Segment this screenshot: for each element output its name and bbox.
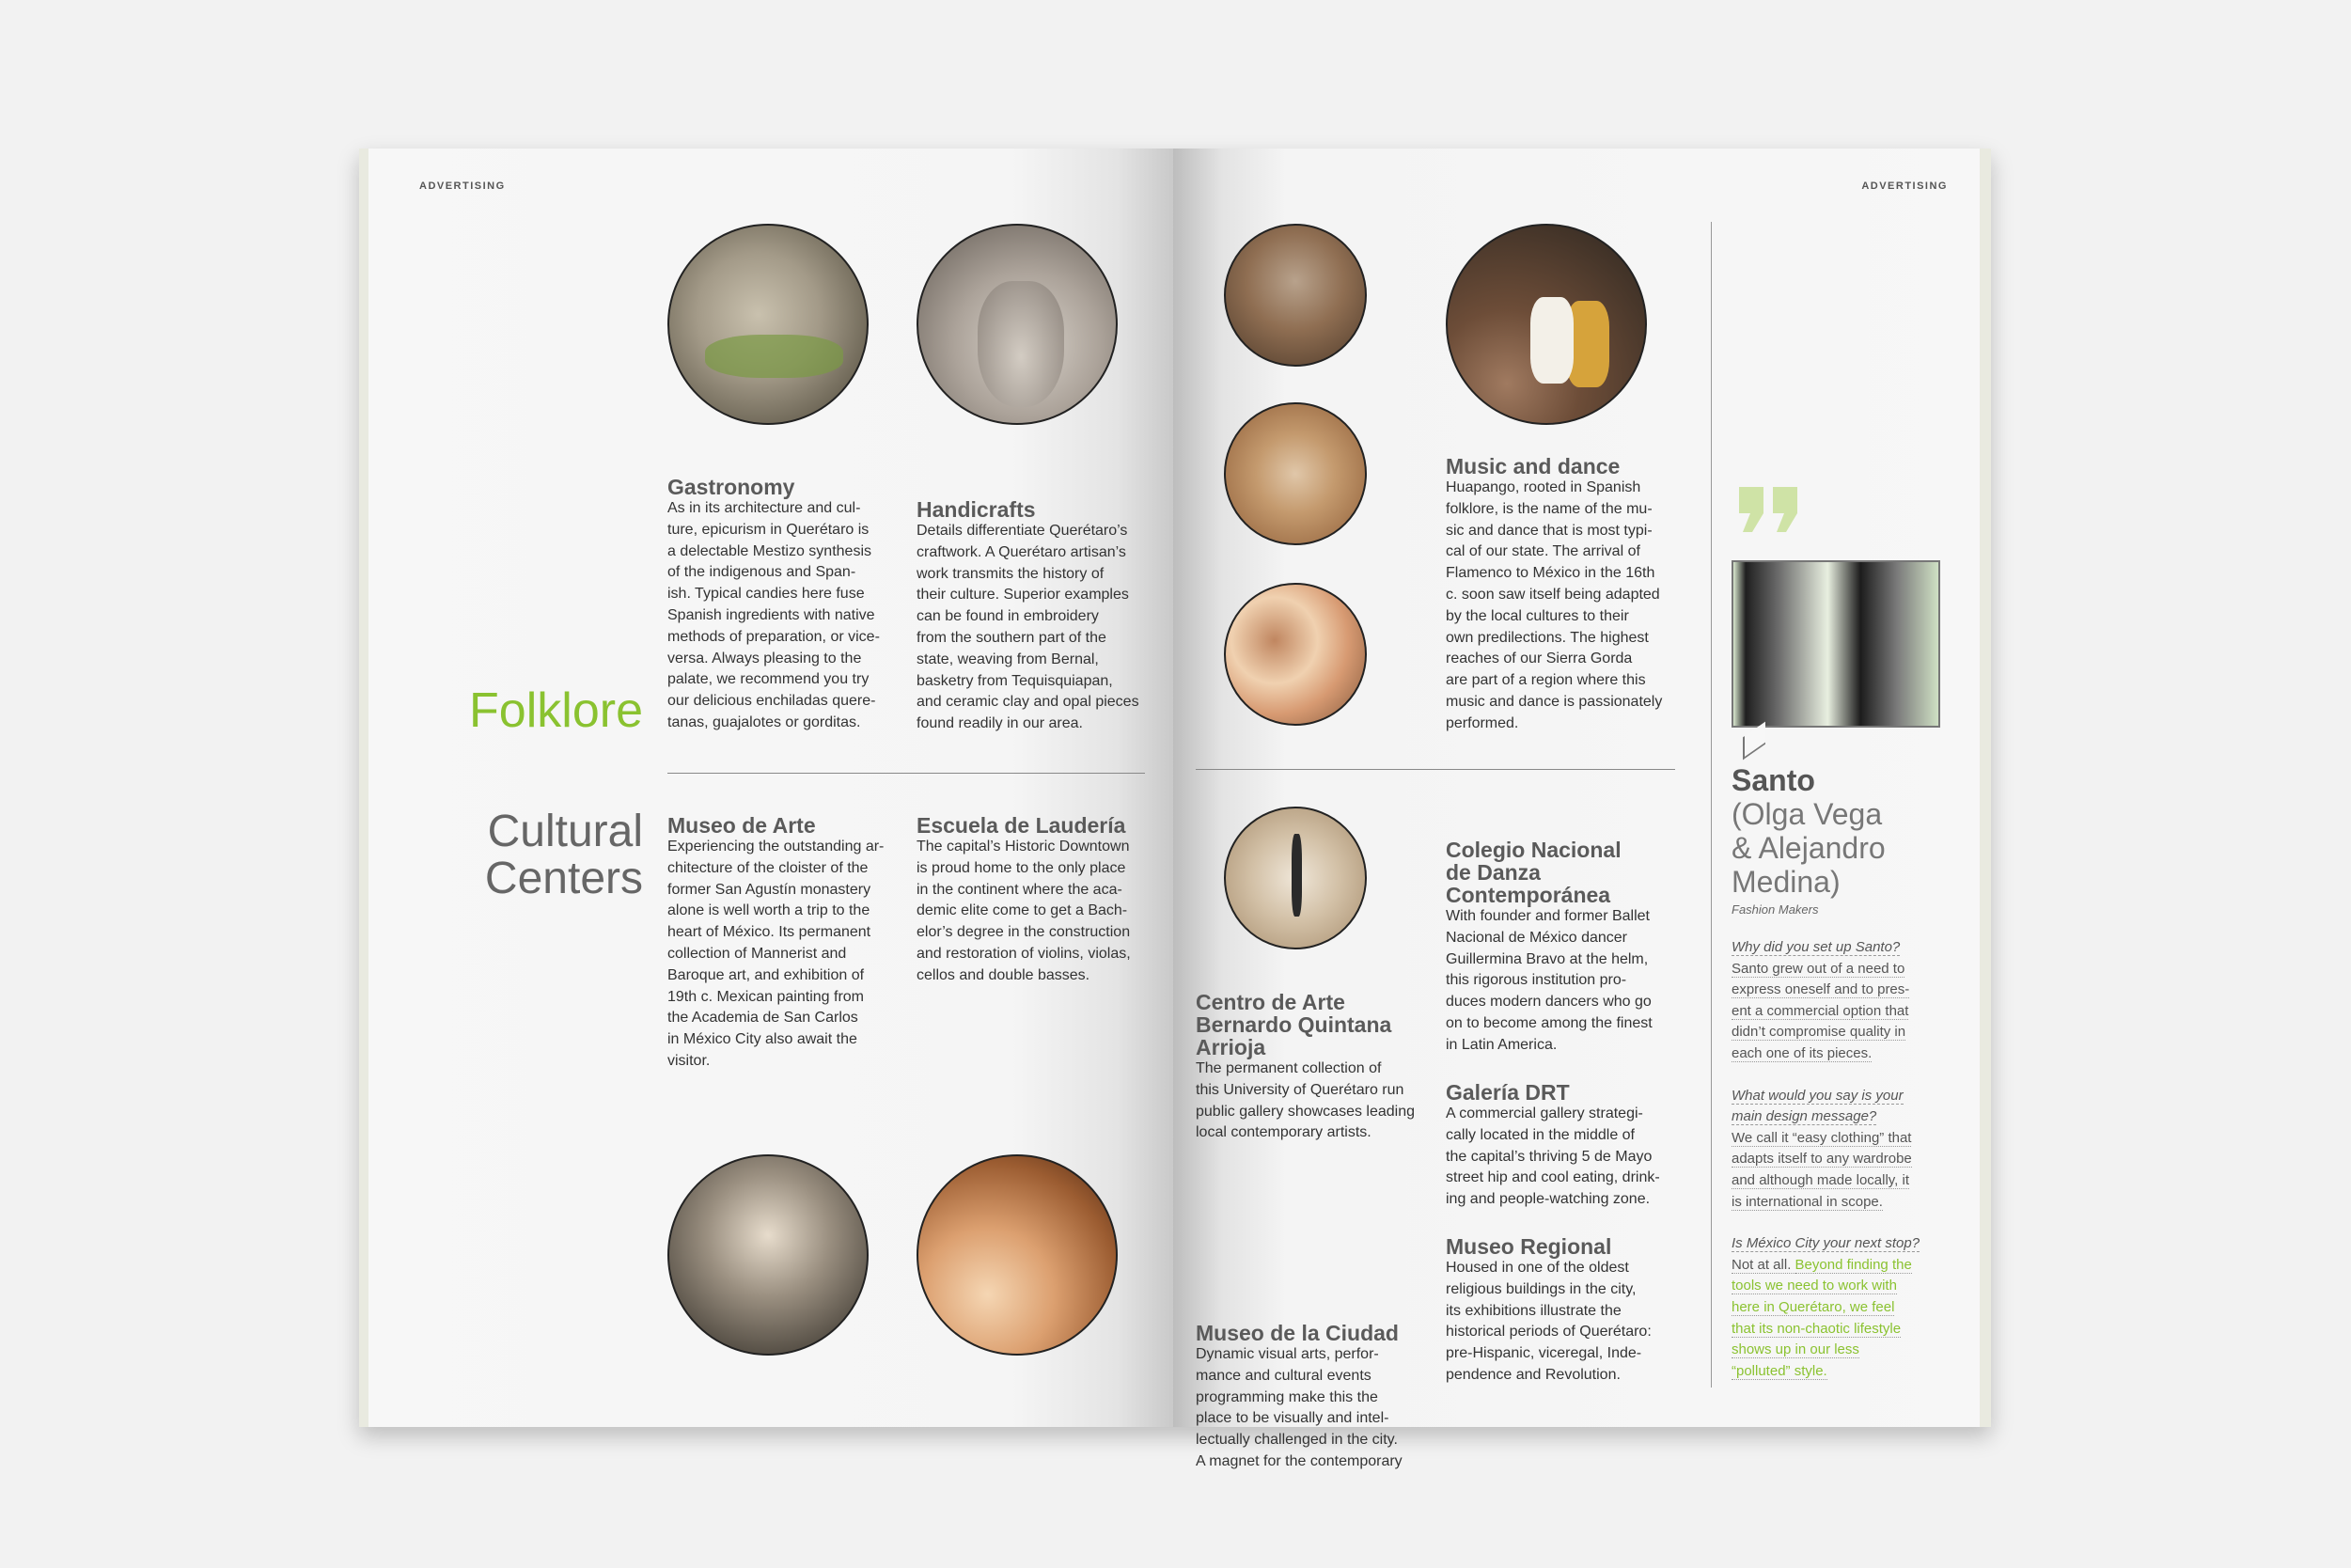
text-line: 19th c. Mexican painting from (667, 988, 864, 1005)
text-line: craftwork. A Querétaro artisan’s (917, 543, 1126, 560)
santo-designers (1732, 797, 1967, 899)
text-line: a delectable Mestizo synthesis (667, 542, 871, 559)
name-line: & Alejandro (1732, 831, 1886, 865)
centro-arte-body (1196, 1058, 1431, 1144)
text-line: state, weaving from Bernal, (917, 651, 1099, 667)
question (1732, 1086, 1967, 1128)
escuela-lauderia-title: Escuela de Laudería (917, 813, 1126, 838)
text-line: versa. Always pleasing to the (667, 650, 862, 666)
answer-highlight: “polluted” style. (1732, 1362, 1827, 1379)
text-line: can be found in embroidery (917, 608, 1099, 625)
text-line: A magnet for the contemporary (1196, 1452, 1403, 1469)
museo-arte-title: Museo de Arte (667, 813, 816, 838)
music-dance-section (1446, 455, 1690, 735)
gastronomy-photo-molcajete (667, 224, 869, 425)
question-line: What would you say is your (1732, 1087, 1904, 1104)
cultural-centers-label (425, 808, 643, 902)
museo-arte-body (667, 837, 902, 1073)
centro-arte-title (1196, 991, 1431, 1058)
museo-ciudad-section (1196, 1322, 1431, 1473)
text-line: collection of Mannerist and (667, 945, 847, 962)
answer-line: and although made locally, it (1732, 1171, 1910, 1188)
text-line: Details differentiate Querétaro’s (917, 523, 1128, 539)
text-line: palate, we recommend you try (667, 671, 870, 688)
label-line: Cultural (487, 807, 643, 856)
text-line: are part of a region where this (1446, 672, 1646, 689)
galeria-drt-body (1446, 1104, 1690, 1211)
title-line: Contemporánea (1446, 883, 1611, 907)
gastronomy-title: Gastronomy (667, 475, 795, 499)
text-line: The permanent collection of (1196, 1060, 1382, 1076)
handicrafts-body (917, 521, 1152, 735)
santo-designers-photo (1732, 560, 1940, 728)
text-line: from the southern part of the (917, 629, 1106, 646)
left-page (359, 149, 1173, 1427)
text-line: Housed in one of the oldest (1446, 1260, 1629, 1276)
museo-regional-title: Museo Regional (1446, 1234, 1612, 1259)
text-line: this rigorous institution pro- (1446, 972, 1627, 989)
museo-regional-section (1446, 1235, 1690, 1387)
qa-block-3 (1732, 1233, 1967, 1382)
folklore-label: Folklore (469, 683, 643, 738)
text-line: ish. Typical candies here fuse (667, 586, 865, 603)
magazine-spread (359, 149, 1991, 1469)
santo-role: Fashion Makers (1732, 902, 1819, 917)
text-line: pendence and Revolution. (1446, 1366, 1621, 1383)
text-line: ing and people-watching zone. (1446, 1191, 1651, 1208)
gastronomy-body (667, 498, 893, 734)
text-line: by the local cultures to their (1446, 607, 1629, 624)
text-line: former San Agustín monastery (667, 881, 871, 898)
answer-highlight: shows up in our less (1732, 1341, 1859, 1358)
colegio-section (1446, 839, 1690, 1057)
text-line: historical periods of Querétaro: (1446, 1324, 1652, 1341)
folklore-photo-children (1224, 583, 1367, 726)
qa-block-2 (1732, 1086, 1967, 1214)
answer-line: didn’t compromise quality in (1732, 1024, 1906, 1041)
answer-highlight: tools we need to work with (1732, 1278, 1897, 1294)
title-line: Arrioja (1196, 1035, 1266, 1059)
answer-line: We call it “easy clothing” that (1732, 1129, 1912, 1146)
handicrafts-photo-vase (917, 224, 1118, 425)
text-line: in Latin America. (1446, 1036, 1558, 1053)
text-line: place to be visually and intel- (1196, 1410, 1389, 1427)
text-line: in México City also await the (667, 1031, 857, 1048)
text-line: tanas, guajalotes or gorditas. (667, 713, 861, 730)
name-line: Medina) (1732, 865, 1841, 899)
text-line: the capital’s thriving 5 de Mayo (1446, 1148, 1653, 1165)
text-line: Spanish ingredients with native (667, 606, 875, 623)
text-line: Flamenco to México in the 16th (1446, 565, 1655, 582)
text-line: duces modern dancers who go (1446, 994, 1652, 1011)
text-line: ture, epicurism in Querétaro is (667, 521, 870, 538)
gastronomy-photo-sweets (1224, 402, 1367, 545)
answer-line: adapts itself to any wardrobe (1732, 1151, 1912, 1168)
museo-arte-photo-cloister (667, 1154, 869, 1356)
answer-line: ent a commercial option that (1732, 1002, 1909, 1019)
text-line: methods of preparation, or vice- (667, 628, 880, 645)
music-photo-dancers (1446, 224, 1647, 425)
answer-highlight: here in Querétaro, we feel (1732, 1298, 1895, 1315)
colegio-body (1446, 906, 1690, 1057)
colegio-photo-dancer (1224, 807, 1367, 949)
answer (1732, 1128, 1967, 1213)
escuela-lauderia-body (917, 837, 1161, 987)
handicrafts-title: Handicrafts (917, 497, 1036, 522)
answer-highlight: that its non-chaotic lifestyle (1732, 1320, 1902, 1337)
text-line: and restoration of violins, violas, (917, 945, 1131, 962)
text-line: the Academia de San Carlos (667, 1010, 858, 1027)
text-line: on to become among the finest (1446, 1014, 1653, 1031)
title-line: Centro de Arte (1196, 990, 1345, 1014)
text-line: With founder and former Ballet (1446, 908, 1650, 924)
text-line: folklore, is the name of the mu- (1446, 500, 1653, 517)
text-line: chitecture of the cloister of the (667, 859, 869, 876)
answer-line: express oneself and to pres- (1732, 981, 1910, 998)
gastronomy-section (667, 476, 893, 734)
text-line: alone is well worth a trip to the (667, 902, 870, 919)
colegio-title (1446, 839, 1690, 906)
answer-highlight: Beyond finding the (1795, 1256, 1912, 1273)
text-line: work transmits the history of (917, 565, 1105, 582)
running-head-right: ADVERTISING (1861, 180, 1948, 192)
text-line: heart of México. Its permanent (667, 924, 871, 941)
music-dance-title: Music and dance (1446, 454, 1621, 478)
text-line: Huapango, rooted in Spanish (1446, 479, 1641, 495)
santo-name: Santo (1732, 763, 1815, 797)
answer-line: is international in scope. (1732, 1193, 1883, 1210)
text-line: own predilections. The highest (1446, 629, 1649, 646)
label-line: Centers (484, 854, 643, 903)
museo-regional-body (1446, 1258, 1690, 1387)
text-line: programming make this the (1196, 1388, 1378, 1405)
text-line: performed. (1446, 714, 1519, 731)
text-line: their culture. Superior examples (917, 587, 1129, 604)
text-line: public gallery showcases leading (1196, 1103, 1416, 1120)
answer-line: each one of its pieces. (1732, 1044, 1873, 1061)
text-line: Dynamic visual arts, perfor- (1196, 1346, 1379, 1362)
question: Is México City your next stop? (1732, 1235, 1920, 1252)
text-line: Nacional de México dancer (1446, 929, 1627, 946)
text-line: Guillermina Bravo at the helm, (1446, 950, 1649, 967)
sidebar-divider (1711, 222, 1712, 1388)
text-line: cal of our state. The arrival of (1446, 543, 1640, 560)
text-line: c. soon saw itself being adapted (1446, 586, 1660, 603)
santo-sidebar (1732, 763, 1967, 1382)
text-line: our delicious enchiladas quere- (667, 693, 876, 710)
right-page (1173, 149, 1991, 1469)
museo-arte-section (667, 814, 902, 1073)
museo-ciudad-title: Museo de la Ciudad (1196, 1321, 1399, 1345)
qa-block-1 (1732, 937, 1967, 1065)
escuela-photo-woodwork (917, 1154, 1118, 1356)
text-line: street hip and cool eating, drink- (1446, 1169, 1660, 1186)
text-line: The capital’s Historic Downtown (917, 839, 1130, 855)
text-line: Baroque art, and exhibition of (667, 966, 865, 983)
text-line: As in its architecture and cul- (667, 500, 861, 516)
question-line: main design message? (1732, 1108, 1877, 1125)
quote-mark-icon (1737, 485, 1803, 534)
text-line: basketry from Tequisquiapan, (917, 672, 1113, 689)
answer (1732, 1255, 1967, 1383)
text-line: cally located in the middle of (1446, 1126, 1635, 1143)
text-line: of the indigenous and Span- (667, 564, 856, 581)
text-line: A commercial gallery strategi- (1446, 1105, 1643, 1121)
text-line: cellos and double basses. (917, 966, 1090, 983)
centro-arte-section (1196, 991, 1431, 1144)
handicrafts-section (917, 498, 1152, 735)
text-line: in the continent where the aca- (917, 881, 1122, 898)
escuela-lauderia-section (917, 814, 1161, 987)
museo-ciudad-body (1196, 1344, 1431, 1473)
text-line: religious buildings in the city, (1446, 1280, 1637, 1297)
answer (1732, 959, 1967, 1065)
galeria-drt-section (1446, 1081, 1690, 1211)
text-line: demic elite come to get a Bach- (917, 902, 1128, 919)
text-line: mance and cultural events (1196, 1367, 1371, 1384)
text-line: lectually challenged in the city. (1196, 1432, 1398, 1449)
title-line: de Danza (1446, 860, 1541, 885)
text-line: local contemporary artists. (1196, 1124, 1371, 1141)
text-line: sic and dance that is most typi- (1446, 522, 1653, 539)
title-line: Bernardo Quintana (1196, 1012, 1392, 1037)
text-line: found readily in our area. (917, 715, 1083, 732)
name-line: (Olga Vega (1732, 797, 1883, 831)
text-line: is proud home to the only place (917, 859, 1126, 876)
section-divider (1196, 769, 1675, 770)
text-line: and ceramic clay and opal pieces (917, 694, 1139, 711)
text-line: music and dance is passionately (1446, 693, 1663, 710)
galeria-drt-title: Galería DRT (1446, 1080, 1570, 1105)
text-line: Experiencing the outstanding ar- (667, 839, 885, 855)
running-head-left: ADVERTISING (419, 180, 506, 192)
answer-plain: Not at all. (1732, 1256, 1795, 1273)
music-photo-hands (1224, 224, 1367, 367)
answer-line: Santo grew out of a need to (1732, 960, 1905, 977)
text-line: this University of Querétaro run (1196, 1081, 1404, 1098)
title-line: Colegio Nacional (1446, 838, 1622, 862)
text-line: pre-Hispanic, viceregal, Inde- (1446, 1345, 1642, 1362)
text-line: its exhibitions illustrate the (1446, 1302, 1622, 1319)
text-line: visitor. (667, 1052, 711, 1069)
section-divider (667, 773, 1145, 774)
text-line: elor’s degree in the construction (917, 924, 1131, 941)
question: Why did you set up Santo? (1732, 939, 1901, 955)
text-line: reaches of our Sierra Gorda (1446, 651, 1633, 667)
music-dance-body (1446, 478, 1690, 735)
